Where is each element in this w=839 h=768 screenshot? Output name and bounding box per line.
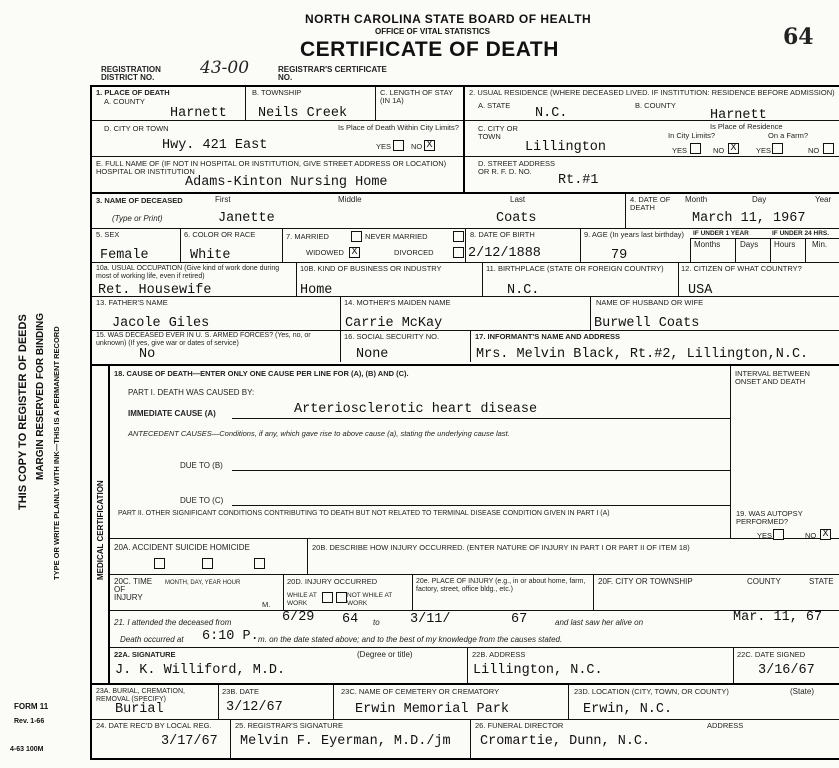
widowed-checkbox: X <box>349 247 360 258</box>
armed-forces-label: 15. WAS DECEASED EVER IN U. S. ARMED FORCES? (Yes, no, or unknown) (If yes, give war or dates of service) <box>96 332 311 347</box>
last-saw-label: and last saw her alive on <box>555 618 644 627</box>
res-limits-no-checkbox: X <box>728 143 739 154</box>
never-married-label: NEVER MARRIED <box>365 232 428 241</box>
usual-residence-label: 2. USUAL RESIDENCE (WHERE DECEASED LIVED. IF INSTITUTION: RESIDENCE BEFORE ADMISSION) <box>469 88 835 97</box>
interval-label: INTERVAL BETWEEN ONSET AND DEATH <box>735 369 810 386</box>
burial-date-value: 3/12/67 <box>226 700 283 715</box>
last-label: Last <box>510 195 526 204</box>
death-occurred-tail: m. on the date stated above; and to the best of my knowledge from the causes stated. <box>258 635 563 644</box>
birthplace-label: 11. BIRTHPLACE (STATE OR FOREIGN COUNTRY) <box>486 264 664 273</box>
autopsy-label: 19. WAS AUTOPSY PERFORMED? <box>736 509 803 526</box>
middle-label: Middle <box>338 195 362 204</box>
year-label: Year <box>815 195 832 204</box>
res-state-value: N.C. <box>535 106 568 121</box>
funeral-director-value: Cromartie, Dunn, N.C. <box>480 734 651 749</box>
due-to-b-label: DUE TO (B) <box>180 461 223 470</box>
months-label: Months <box>694 240 721 249</box>
attended-from-value: 6/29 <box>282 610 315 625</box>
signature-label: 22A. SIGNATURE <box>114 650 176 659</box>
burial-date-label: 23B. DATE <box>222 687 259 696</box>
date-signed-value: 3/16/67 <box>758 663 815 678</box>
accident-checkbox <box>154 558 165 569</box>
armed-forces-value: No <box>139 347 156 362</box>
county-label: A. COUNTY <box>104 97 145 106</box>
cemetery-value: Erwin Memorial Park <box>355 702 509 717</box>
suicide-checkbox <box>202 558 213 569</box>
part2-label: PART II. OTHER SIGNIFICANT CONDITIONS CONTRIBUTING TO DEATH BUT NOT RELATED TO TERMINAL DISEASE CONDITION GIVEN IN PART I (A) <box>118 510 610 517</box>
office-name: OFFICE OF VITAL STATISTICS <box>375 27 490 36</box>
ssn-label: 16. SOCIAL SECURITY NO. <box>344 332 440 341</box>
time-sub-label: MONTH, DAY, YEAR HOUR <box>165 580 241 586</box>
sex-value: Female <box>100 248 149 263</box>
immediate-cause-value: Arteriosclerotic heart disease <box>294 402 538 417</box>
at-work-label: WHILE AT WORK <box>287 592 317 607</box>
race-label: 6. COLOR OR RACE <box>184 230 256 239</box>
father-value: Jacole Giles <box>112 316 210 331</box>
res-limits-yes-checkbox <box>690 143 701 154</box>
res-limits-no-label: NO <box>713 146 725 155</box>
dob-label: 8. DATE OF BIRTH <box>470 230 535 239</box>
injury-occurred-label: 20D. INJURY OCCURRED <box>287 577 378 586</box>
m-label: M. <box>262 600 271 609</box>
registrar-signature-label: 25. REGISTRAR'S SIGNATURE <box>235 721 343 730</box>
on-farm-label: On a Farm? <box>768 131 809 140</box>
funeral-director-label: 26. FUNERAL DIRECTOR <box>475 721 564 730</box>
business-value: Home <box>300 283 333 298</box>
form-revision: Rev. 1-66 <box>14 718 45 725</box>
injury-state-label: STATE <box>809 577 834 586</box>
farm-no-label: NO <box>808 146 820 155</box>
place-of-death-label: 1. PLACE OF DEATH <box>96 88 170 97</box>
death-time-value: 6:10 P. <box>202 629 259 644</box>
res-state-label: A. STATE <box>478 101 511 110</box>
cemetery-label: 23C. NAME OF CEMETERY OR CREMATORY <box>341 687 500 696</box>
farm-no-checkbox <box>823 143 834 154</box>
registration-district-no: 43-00 <box>200 58 250 78</box>
autopsy-no-checkbox: X <box>820 529 831 540</box>
cert-address-value: Lillington, N.C. <box>473 663 603 678</box>
time-of-injury-label: 20C. TIME OF INJURY <box>114 577 153 602</box>
degree-label: (Degree or title) <box>357 650 413 659</box>
informant-label: 17. INFORMANT'S NAME AND ADDRESS <box>475 332 620 341</box>
month-label: Month <box>685 195 708 204</box>
limits-no-checkbox: X <box>424 140 435 151</box>
autopsy-yes-label: YES <box>757 531 773 540</box>
day-label: Day <box>752 195 767 204</box>
sex-label: 5. SEX <box>96 230 120 239</box>
director-address-label: ADDRESS <box>707 721 744 730</box>
ssn-value: None <box>356 347 389 362</box>
injury-city-label: 20F. CITY OR TOWNSHIP <box>598 577 693 586</box>
hospital-label: E. FULL NAME OF (IF NOT IN HOSPITAL OR INSTITUTION, GIVE STREET ADDRESS OR LOCATION) HOSPITAL OR INSTITUTION <box>96 159 447 176</box>
city-label: D. CITY OR TOWN <box>104 124 169 133</box>
birthplace-value: N.C. <box>507 283 540 298</box>
form-number: FORM 11 <box>14 702 49 711</box>
registration-district-label: REGISTRATION DISTRICT NO. <box>101 65 161 82</box>
citizen-label: 12. CITIZEN OF WHAT COUNTRY? <box>681 264 802 273</box>
in-city-limits-label: In City Limits? <box>668 131 716 140</box>
deceased-name-label: 3. NAME OF DECEASED <box>96 196 183 205</box>
first-label: First <box>215 195 231 204</box>
married-label: 7. MARRIED <box>286 232 329 241</box>
type-or-print-label: (Type or Print) <box>112 214 163 223</box>
res-city-value: Lillington <box>525 140 607 155</box>
place-of-injury-label: 20e. PLACE OF INJURY (e.g., in or about home, farm, factory, street, office bldg., etc.) <box>416 578 586 593</box>
registrar-signature-value: Melvin F. Eyerman, M.D./jm <box>240 734 451 749</box>
death-city-value: Hwy. 421 East <box>162 138 268 153</box>
father-label: 13. FATHER'S NAME <box>96 298 168 307</box>
res-county-label: B. COUNTY <box>635 101 676 110</box>
married-checkbox <box>351 231 362 242</box>
race-value: White <box>190 248 231 263</box>
street-value: Rt.#1 <box>558 173 599 188</box>
first-name-value: Janette <box>218 211 275 226</box>
mother-label: 14. MOTHER'S MAIDEN NAME <box>344 298 451 307</box>
antecedent-label: ANTECEDENT CAUSES—Conditions, if any, which gave rise to above cause (a), stating the underlying cause last. <box>128 429 510 438</box>
received-label: 24. DATE REC'D BY LOCAL REG. <box>96 721 212 730</box>
attended-to-value: 3/11/ <box>410 612 451 627</box>
limits-no-label: NO <box>411 142 423 151</box>
age-value: 79 <box>611 248 628 263</box>
part1-label: PART I. DEATH WAS CAUSED BY: <box>128 388 255 397</box>
to-label: to <box>373 618 380 627</box>
location-label: 23D. LOCATION (CITY, TOWN, OR COUNTY) <box>574 687 729 696</box>
document-title: CERTIFICATE OF DEATH <box>300 38 559 61</box>
signature-value: J. K. Williford, M.D. <box>115 663 286 678</box>
location-state-label: (State) <box>790 687 815 696</box>
how-injury-label: 20B. DESCRIBE HOW INJURY OCCURRED. (ENTER NATURE OF INJURY IN PART I OR PART II OF ITEM 18) <box>312 543 690 552</box>
death-county-value: Harnett <box>170 106 227 121</box>
never-married-checkbox <box>453 231 464 242</box>
autopsy-no-label: NO <box>805 531 817 540</box>
sidebar-line2: MARGIN RESERVED FOR BINDING <box>35 312 46 480</box>
citizen-value: USA <box>688 283 713 298</box>
limits-yes-checkbox <box>393 140 404 151</box>
township-label: B. TOWNSHIP <box>252 88 302 97</box>
cause-of-death-label: 18. CAUSE OF DEATH—ENTER ONLY ONE CAUSE PER LINE FOR (A), (B) AND (C). <box>114 369 409 378</box>
date-signed-label: 22C. DATE SIGNED <box>737 650 806 659</box>
hours-label: Hours <box>774 240 796 249</box>
burial-label: 23A. BURIAL, CREMATION, REMOVAL (SPECIFY) <box>96 688 185 703</box>
informant-value: Mrs. Melvin Black, Rt.#2, Lillington,N.C. <box>476 347 809 362</box>
attended-from-year: 64 <box>342 612 359 627</box>
not-at-work-label: NOT WHILE AT WORK <box>347 592 393 607</box>
limits-yes-label: YES <box>376 142 392 151</box>
page-number: 64 <box>783 24 814 50</box>
mother-value: Carrie McKay <box>345 316 443 331</box>
res-place-label: Is Place of Residence <box>710 122 783 131</box>
received-value: 3/17/67 <box>161 734 218 749</box>
res-limits-yes-label: YES <box>672 146 688 155</box>
not-at-work-checkbox <box>336 592 347 603</box>
city-limits-label: Is Place of Death Within City Limits? <box>338 123 459 132</box>
injury-county-label: COUNTY <box>747 577 781 586</box>
farm-yes-label: YES <box>756 146 772 155</box>
under-1-year-label: IF UNDER 1 YEAR <box>693 230 749 237</box>
homicide-checkbox <box>254 558 265 569</box>
business-label: 10B. KIND OF BUSINESS OR INDUSTRY <box>300 264 442 273</box>
registrar-cert-label: REGISTRAR'S CERTIFICATE NO. <box>278 65 387 82</box>
spouse-label: NAME OF HUSBAND OR WIFE <box>596 298 704 307</box>
last-name-value: Coats <box>496 211 537 226</box>
date-of-death-label: 4. DATE OF DEATH <box>630 195 671 212</box>
location-value: Erwin, N.C. <box>583 702 673 717</box>
res-city-label: C. CITY OR TOWN <box>478 124 518 141</box>
dob-value: 2/12/1888 <box>468 246 541 261</box>
divorced-checkbox <box>453 247 464 258</box>
medical-certification-label: MEDICAL CERTIFICATION <box>96 480 105 580</box>
agency-name: NORTH CAROLINA STATE BOARD OF HEALTH <box>305 12 592 26</box>
res-county-value: Harnett <box>710 108 767 123</box>
accident-label: 20A. ACCIDENT SUICIDE HOMICIDE <box>114 543 250 552</box>
widowed-label: WIDOWED <box>306 248 344 257</box>
immediate-cause-label: IMMEDIATE CAUSE (A) <box>128 409 216 418</box>
occupation-label: 10a. USUAL OCCUPATION (Give kind of work done during most of working life, even if retired) <box>96 265 280 280</box>
spouse-value: Burwell Coats <box>594 316 700 331</box>
at-work-checkbox <box>322 592 333 603</box>
sidebar-line3: TYPE OR WRITE PLAINLY WITH INK—THIS IS A PERMANENT RECORD <box>52 326 61 580</box>
hospital-value: Adams-Kinton Nursing Home <box>185 175 388 190</box>
min-label: Min. <box>812 240 828 249</box>
due-to-c-label: DUE TO (C) <box>180 496 224 505</box>
attended-to-year: 67 <box>511 612 528 627</box>
sidebar-line1: THIS COPY TO REGISTER OF DEEDS <box>17 314 29 510</box>
age-label: 9. AGE (In years last birthday) <box>584 230 685 239</box>
cert-address-label: 22B. ADDRESS <box>472 650 526 659</box>
length-of-stay-label: C. LENGTH OF STAY (IN 1A) <box>380 88 453 105</box>
under-24-hrs-label: IF UNDER 24 HRS. <box>772 230 830 237</box>
attended-label: 21. I attended the deceased from <box>114 618 232 627</box>
date-of-death-value: March 11, 1967 <box>692 211 806 226</box>
last-saw-value: Mar. 11, 67 <box>733 610 823 625</box>
form-stock: 4-63 100M <box>10 746 44 753</box>
occupation-value: Ret. Housewife <box>98 283 212 298</box>
autopsy-yes-checkbox <box>773 529 784 540</box>
farm-yes-checkbox <box>772 143 783 154</box>
death-township-value: Neils Creek <box>258 106 348 121</box>
street-label: D. STREET ADDRESS OR R. F. D. NO. <box>478 159 555 176</box>
days-label: Days <box>740 240 759 249</box>
burial-value: Burial <box>115 702 164 717</box>
death-occurred-label: Death occurred at <box>120 635 184 644</box>
divorced-label: DIVORCED <box>394 248 434 257</box>
